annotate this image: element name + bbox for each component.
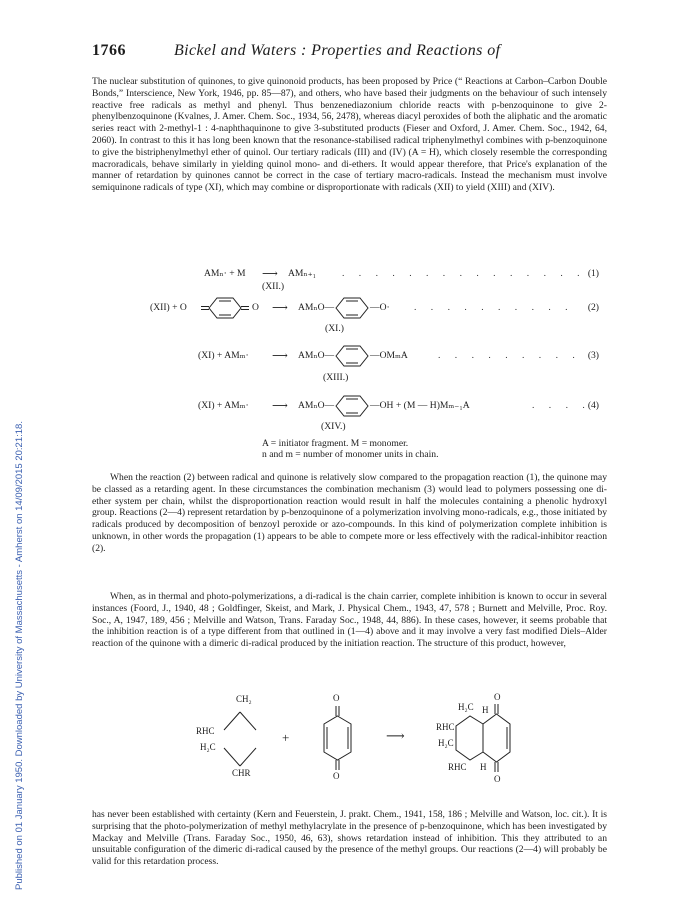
equation-1-arrow: ⟶ (262, 268, 278, 280)
equation-2 (92, 302, 607, 318)
scheme-rhc: RHC (196, 726, 215, 736)
equation-3-lhs: (XI) + AMₘ· (198, 350, 249, 361)
scheme-chr: CHR (232, 768, 251, 778)
scheme-product-h2c-top: H₂C (458, 702, 474, 712)
scheme-product-o-bottom: O (494, 774, 501, 784)
equation-4-arrow: ⟶ (272, 400, 288, 412)
paragraph-photo-polymerization: has never been established with certainty (Kern and Feuerstein, J. prakt. Chem., 1941, 158, 186 ; Melville and Watson, loc. cit.). It is surprising that the photo-polymerization of methyl methylacrylate in the presence of p-benzoquinone, which has been investigated by Mackay and Melville (Trans. Faraday Soc., 1950, 46, 63), shows retardation instead of inhibition. This they attributed to an unsuitable configuration of the dimeric di-radical caused by the presence of the methyl groups. Our reactions (2—4) will probably be valid for this retardation process. (92, 809, 607, 868)
download-watermark (0, 90, 25, 890)
equation-3-leader: . . . . . . . . . (438, 350, 581, 361)
running-head (92, 42, 607, 64)
scheme-product-rhc-bottom: RHC (448, 762, 467, 772)
equation-1-rhs: AMₙ₊₁ (288, 268, 317, 279)
scheme-arrow: ⟶ (386, 728, 405, 743)
diels-alder-scheme (180, 690, 560, 802)
equation-2-leader: . . . . . . . . . . (414, 302, 574, 313)
equation-2-rhs-b: —O· (370, 302, 390, 313)
page-number: 1766 (92, 42, 126, 59)
equation-4 (92, 400, 607, 416)
benzene-ring-icon (332, 394, 372, 418)
quinone-ring-icon (199, 296, 251, 320)
equation-2-arrow: ⟶ (272, 302, 288, 314)
equation-4-rhs-b: —OH + (M — H)Mₘ₋₁A (370, 400, 470, 411)
scheme-product-rhc: RHC (436, 722, 455, 732)
scheme-product-h2c: H₂C (438, 738, 454, 748)
benzene-ring-icon (332, 344, 372, 368)
equation-2-lhs: (XII) + O (150, 302, 187, 313)
equation-1-leader: . . . . . . . . . . . . . . . (342, 268, 586, 279)
scheme-product-h-top: H (482, 705, 489, 715)
paragraph-retarding-agent: When the reaction (2) between radical and quinone is relatively slow compared to the propagation reaction (1), the quinone may be classed as a retarding agent. In these circumstances the combination mechanism (3) would lead to polymers possessing one di-ether system per chain, whilst the disproportionation reaction would result in half the molecules containing a phenolic hydroxyl group. Reactions (2—4) represent retardation by p-benzoquinone of a polymerization involving mono-radicals, e.g., those initiated by radicals produced by decomposition of benzoyl peroxide or azo-compounds. In this kind of polymerization complete inhibition is unknown, in other words the propagation (1) appears to be able to compete more or less effectively with the radical-inhibitor reaction (2). (92, 472, 607, 554)
equation-4-lhs: (XI) + AMₘ· (198, 400, 249, 411)
paragraph-price-mechanism: The nuclear substitution of quinones, to give quinonoid products, has been proposed by Price (“ Reactions at Carbon–Carbon Double Bonds,” Interscience, New York, 1946, pp. 85—87), and others, who have based their judgments on the behaviour of such intensely reactive free radicals as methyl and phenyl. Thus benzenediazonium chloride reacts with p-benzoquinone to give 2-phenylbenzoquinone (Kvalnes, J. Amer. Chem. Soc., 1934, 56, 2478), whereas diacyl peroxides of both the aliphatic and the aromatic series react with 2-methyl-1 : 4-naphthaquinone to give 3-substituted products (Fieser and Oxford, J. Amer. Chem. Soc., 1942, 64, 2060). In contrast to this it has long been known that the resonance-stabilised radical triphenylmethyl combines with p-benzoquinone to give the bistriphenylmethyl ether of quinol. Our tertiary radicals (III) and (IV) (A = H), which closely resemble the corresponding macroradicals, behave similarly in yielding quinol mono- and di-ethers. It would appear therefore, that Price's explanation of the manner of retardation by quinones cannot be correct in the case of tertiary macro-radicals. Instead the mechanism must involve semiquinone radicals of type (XI), which may combine or disproportionate with radicals (XII) to yield (XIII) and (XIV). (92, 76, 607, 194)
equation-2-rhs-a: AMₙO— (298, 302, 335, 313)
benzene-ring-icon (332, 296, 372, 320)
scheme-product-h-bottom: H (480, 762, 487, 772)
paragraph-di-radical: When, as in thermal and photo-polymerizations, a di-radical is the chain carrier, complete inhibition is known to occur in several instances (Foord, J., 1940, 48 ; Goldfinger, Skeist, and Mark, J. Physical Chem., 1943, 47, 578 ; Burnett and Melville, Proc. Roy. Soc., A, 1947, 189, 456 ; Melville and Watson, Trans. Faraday Soc., 1948, 44, 886). In these cases, however, it seems probable that the inhibition reaction is of a type different from that outlined in (1—4) above and it may involve a very fast modified Diels–Alder reaction of the quinone with a dimeric di-radical produced by the initiation reaction. The structure of this product, however, (92, 591, 607, 650)
label-xiii: (XIII.) (323, 372, 349, 383)
label-xiv: (XIV.) (321, 421, 346, 432)
label-xi: (XI.) (325, 323, 344, 334)
equation-1-lhs: AMₙ· + M (204, 268, 246, 279)
equation-1-number: (1) (587, 268, 599, 279)
legend-line-2: n and m = number of monomer units in chain. (262, 449, 439, 460)
equation-3-rhs-b: —OMₘA (370, 350, 408, 361)
equation-3-arrow: ⟶ (272, 350, 288, 362)
equation-4-number: (4) (587, 400, 599, 411)
running-title: Bickel and Waters : Properties and Reactions of (174, 42, 501, 59)
legend-line-1: A = initiator fragment. M = monomer. (262, 438, 409, 449)
scheme-quinone-o-top: O (333, 693, 340, 703)
equation-3 (92, 350, 607, 366)
equation-4-leader: . . . . (532, 400, 591, 411)
equation-4-rhs-a: AMₙO— (298, 400, 335, 411)
scheme-bonds (180, 690, 560, 802)
equation-1 (92, 268, 607, 284)
equation-3-number: (3) (587, 350, 599, 361)
symbol-legend (262, 438, 522, 460)
scheme-product-o-top: O (494, 692, 501, 702)
scheme-quinone-o-bottom: O (333, 771, 340, 781)
scheme-plus: + (282, 730, 290, 745)
label-xii: (XII.) (262, 281, 285, 292)
equation-3-rhs-a: AMₙO— (298, 350, 335, 361)
equation-2-number: (2) (587, 302, 599, 313)
download-watermark-text: Published on 01 January 1950. Downloaded by University of Massachusetts - Amherst on 14/09/2015 20:21:18. (14, 421, 25, 890)
scheme-h2c: H₂C (200, 742, 216, 752)
scheme-ch2: CH₂ (236, 694, 252, 704)
quinone-oxygen: O (252, 302, 259, 313)
